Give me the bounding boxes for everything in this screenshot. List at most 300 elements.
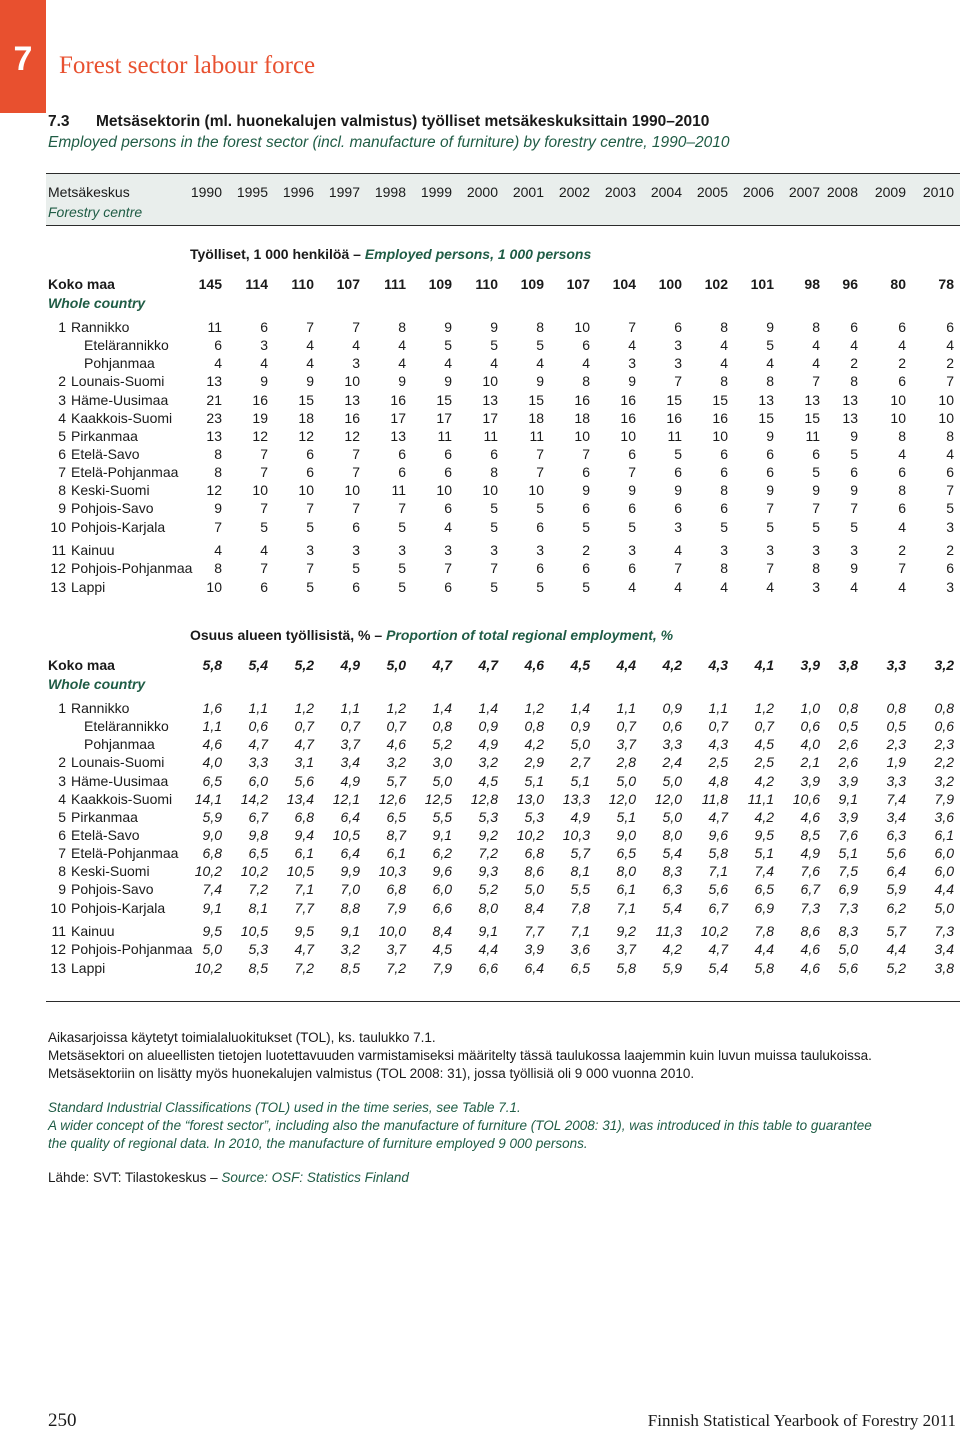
table-cell: 2: [946, 542, 954, 558]
table-cell: 9,1: [838, 791, 858, 807]
row-label-en: Whole country: [48, 295, 146, 311]
table-cell: 15: [666, 392, 682, 408]
table-cell: 7,1: [708, 863, 728, 879]
table-cell: 6: [582, 337, 590, 353]
table-cell: 17: [390, 410, 406, 426]
table-cell: 0,8: [524, 718, 544, 734]
table-cell: 10: [298, 482, 314, 498]
table-cell: 4,7: [294, 736, 314, 752]
table-cell: 9,9: [340, 863, 360, 879]
table-cell: 4,6: [800, 941, 820, 957]
table-cell: 7: [536, 464, 544, 480]
table-cell: 6,5: [386, 809, 406, 825]
chapter-number: 7: [13, 40, 33, 78]
row-label-text: Lounais-Suomi: [71, 373, 165, 389]
table-cell: 7,8: [754, 923, 774, 939]
table-cell: 6: [766, 446, 774, 462]
table-cell: 4,6: [800, 960, 820, 976]
table-cell: 8,6: [800, 923, 820, 939]
table-cell: 5,1: [838, 845, 858, 861]
table-cell: 6,4: [886, 863, 906, 879]
table-cell: 5: [766, 519, 774, 535]
table-cell: 5,1: [524, 773, 544, 789]
table-cell: 5: [306, 579, 314, 595]
table-cell: 7,9: [432, 960, 452, 976]
row-label: [48, 827, 139, 843]
table-cell: 7,4: [886, 791, 906, 807]
table-cell: 3: [628, 355, 636, 371]
table-cell: 4,4: [934, 881, 954, 897]
row-label: [48, 791, 172, 807]
table-cell: 5,4: [662, 845, 682, 861]
row-label: [48, 863, 150, 879]
table-cell: 9: [850, 482, 858, 498]
table-cell: 4,9: [570, 809, 590, 825]
table-cell: 3,2: [478, 754, 498, 770]
table-cell: 7,4: [202, 881, 222, 897]
table-cell: 7: [628, 464, 636, 480]
row-label-text: Häme-Uusimaa: [71, 773, 169, 789]
section-title-fi: Työlliset, 1 000 henkilöä –: [190, 246, 361, 262]
table-cell: 6: [444, 579, 452, 595]
table-cell: 7: [306, 500, 314, 516]
row-index: 6: [58, 827, 66, 843]
table-cell: 10: [890, 410, 906, 426]
table-cell: 3,8: [838, 657, 858, 673]
row-index: 11: [51, 542, 66, 558]
table-cell: 7: [352, 446, 360, 462]
year-header-cell: 1995: [236, 184, 268, 200]
table-cell: 4: [898, 579, 906, 595]
table-cell: 10: [482, 373, 498, 389]
table-cell: 4: [582, 355, 590, 371]
table-cell: 0,8: [934, 700, 954, 716]
table-cell: 5: [766, 337, 774, 353]
table-cell: 8,7: [386, 827, 406, 843]
table-cell: 6: [720, 446, 728, 462]
table-cell: 2,5: [708, 754, 728, 770]
table-cell: 110: [291, 276, 314, 292]
table-cell: 5: [536, 579, 544, 595]
table-cell: 11: [805, 428, 820, 444]
table-cell: 7: [260, 500, 268, 516]
table-cell: 9: [444, 373, 452, 389]
note-fi-2: Metsäsektori on alueellisten tietojen luotettavuuden varmistamiseksi määritelty tässä taulukossa laajemmin kuin luvun muissa taulukoissa.: [48, 1048, 872, 1063]
table-cell: 4: [398, 355, 406, 371]
table-cell: 6,5: [248, 845, 268, 861]
table-cell: 7: [812, 373, 820, 389]
table-cell: 2,5: [754, 754, 774, 770]
table-cell: 12: [298, 428, 314, 444]
table-cell: 3: [946, 519, 954, 535]
table-cell: 3: [628, 542, 636, 558]
table-cell: 7: [674, 373, 682, 389]
row-label: [84, 718, 169, 734]
table-cell: 10: [528, 482, 544, 498]
table-cell: 4: [306, 337, 314, 353]
table-cell: 3: [850, 542, 858, 558]
table-cell: 7,2: [386, 960, 406, 976]
table-cell: 8,4: [524, 900, 544, 916]
table-cell: 10: [938, 410, 954, 426]
row-label-text: Keski-Suomi: [71, 863, 150, 879]
publication-title: Finnish Statistical Yearbook of Forestry 2011: [647, 1411, 956, 1430]
table-cell: 4: [214, 542, 222, 558]
table-cell: 12,0: [608, 791, 636, 807]
table-cell: 6: [582, 560, 590, 576]
table-cell: 5: [850, 446, 858, 462]
table-cell: 6: [946, 560, 954, 576]
table-cell: 7: [260, 446, 268, 462]
table-cell: 6: [674, 319, 682, 335]
table-cell: 8: [946, 428, 954, 444]
table-cell: 5,6: [886, 845, 906, 861]
table-cell: 5: [582, 579, 590, 595]
table-cell: 8,0: [478, 900, 498, 916]
table-cell: 5,4: [248, 657, 268, 673]
table-cell: 6: [306, 464, 314, 480]
table-cell: 11: [483, 428, 498, 444]
row-label-text: Pohjois-Pohjanmaa: [71, 941, 193, 957]
table-cell: 15: [758, 410, 774, 426]
table-cell: 4: [536, 355, 544, 371]
table-cell: 5,8: [616, 960, 636, 976]
row-index: 1: [58, 319, 66, 335]
table-cell: 8: [536, 319, 544, 335]
year-header-cell: 2002: [558, 184, 590, 200]
table-cell: 3,9: [838, 773, 858, 789]
table-cell: 4,6: [386, 736, 406, 752]
table-cell: 10,5: [286, 863, 314, 879]
table-cell: 3: [260, 337, 268, 353]
table-cell: 6,5: [570, 960, 590, 976]
row-label: [48, 960, 105, 976]
table-cell: 3,9: [524, 941, 544, 957]
table-cell: 6: [352, 579, 360, 595]
table-cell: 1,1: [202, 718, 222, 734]
row-label-text: Pohjois-Karjala: [71, 519, 166, 535]
year-header-cell: 2009: [874, 184, 906, 200]
table-cell: 7: [398, 500, 406, 516]
note-fi-3: Metsäsektoriin on lisätty myös huonekalujen valmistus (TOL 2008: 31), jossa työllisiä oli 9 000 vuonna 2010.: [48, 1066, 695, 1081]
table-cell: 3,4: [934, 941, 954, 957]
table-cell: 4,7: [432, 657, 452, 673]
table-cell: 10,3: [562, 827, 590, 843]
table-cell: 7: [306, 319, 314, 335]
table-cell: 9: [306, 373, 314, 389]
table-cell: 6: [628, 446, 636, 462]
table-cell: 3,6: [934, 809, 954, 825]
table-cell: 4,7: [478, 657, 498, 673]
table-cell: 9: [214, 500, 222, 516]
table-cell: 5,4: [708, 960, 728, 976]
table-cell: 4: [766, 355, 774, 371]
table-cell: 8: [812, 560, 820, 576]
table-cell: 7,9: [934, 791, 954, 807]
table-cell: 15: [804, 410, 820, 426]
row-index: 2: [58, 754, 66, 770]
table-cell: 4,7: [708, 941, 728, 957]
table-cell: 101: [750, 276, 774, 292]
table-cell: 10: [344, 373, 360, 389]
table-cell: 8,8: [340, 900, 360, 916]
table-cell: 5,7: [886, 923, 906, 939]
table-cell: 7: [766, 560, 774, 576]
row-label-text: Häme-Uusimaa: [71, 392, 169, 408]
table-cell: 9: [260, 373, 268, 389]
table-cell: 3: [946, 579, 954, 595]
table-cell: 12: [206, 482, 222, 498]
section-title: [190, 246, 591, 262]
table-cell: 145: [198, 276, 222, 292]
table-cell: 16: [574, 392, 590, 408]
table-cell: 7,2: [294, 960, 314, 976]
row-label: [48, 276, 115, 292]
table-number: 7.3: [48, 113, 70, 130]
table-cell: 3,2: [934, 773, 954, 789]
table-cell: 7,2: [248, 881, 268, 897]
table-cell: 96: [842, 276, 858, 292]
row-label: [48, 542, 115, 558]
table-cell: 4,6: [800, 809, 820, 825]
table-cell: 5,0: [570, 736, 590, 752]
table-cell: 4,5: [570, 657, 590, 673]
table-cell: 3: [352, 542, 360, 558]
table-cell: 5,0: [524, 881, 544, 897]
table-cell: 6: [536, 519, 544, 535]
row-index: 3: [58, 392, 66, 408]
table-cell: 4,5: [754, 736, 774, 752]
table-cell: 13: [842, 392, 858, 408]
table-cell: 109: [520, 276, 544, 292]
row-index: 8: [58, 863, 66, 879]
table-cell: 5: [490, 519, 498, 535]
table-cell: 3,9: [838, 809, 858, 825]
table-cell: 4: [898, 446, 906, 462]
table-cell: 104: [612, 276, 636, 292]
row-index: 4: [58, 791, 66, 807]
table-cell: 9,0: [202, 827, 222, 843]
row-label-text: Pohjois-Pohjanmaa: [71, 560, 193, 576]
table-cell: 5: [812, 519, 820, 535]
table-cell: 11,8: [701, 791, 728, 807]
table-cell: 6: [766, 464, 774, 480]
row-label-text: Etelä-Savo: [71, 446, 140, 462]
table-cell: 6,0: [432, 881, 452, 897]
table-cell: 9: [536, 373, 544, 389]
table-cell: 6: [898, 319, 906, 335]
row-index: 4: [58, 410, 66, 426]
table-cell: 4: [214, 355, 222, 371]
table-cell: 6,5: [202, 773, 222, 789]
table-cell: 3,7: [386, 941, 406, 957]
year-header-cell: 1999: [420, 184, 452, 200]
year-header-cell: 2006: [742, 184, 774, 200]
row-label: [48, 809, 138, 825]
table-cell: 3: [674, 355, 682, 371]
row-label: [48, 428, 138, 444]
table-cell: 5,5: [570, 881, 590, 897]
table-cell: 16: [252, 392, 268, 408]
table-cell: 5,3: [524, 809, 544, 825]
row-index: 5: [58, 428, 66, 444]
table-cell: 102: [704, 276, 728, 292]
row-index: 3: [58, 773, 66, 789]
row-label: [48, 900, 165, 916]
table-cell: 8: [214, 464, 222, 480]
table-cell: 7: [628, 319, 636, 335]
source-line: [48, 1170, 409, 1185]
table-cell: 9: [674, 482, 682, 498]
table-title-en: Employed persons in the forest sector (incl. manufacture of furniture) by forestry centre, 1990–2010: [48, 134, 730, 151]
row-label-text: Kainuu: [71, 923, 115, 939]
table-cell: 12,8: [470, 791, 498, 807]
table-cell: 10: [620, 428, 636, 444]
table-cell: 4,2: [754, 773, 774, 789]
table-cell: 6,6: [478, 960, 498, 976]
table-cell: 5,7: [570, 845, 590, 861]
table-cell: 3,3: [662, 736, 682, 752]
row-index: 10: [50, 519, 66, 535]
table-cell: 2: [898, 355, 906, 371]
table-cell: 3,2: [386, 754, 406, 770]
table-cell: 5: [398, 519, 406, 535]
row-label: [48, 464, 178, 480]
table-cell: 4,7: [248, 736, 268, 752]
table-cell: 14,1: [194, 791, 222, 807]
table-cell: 6: [444, 464, 452, 480]
table-cell: 2,9: [524, 754, 544, 770]
table-cell: 11: [529, 428, 544, 444]
table-cell: 4,6: [202, 736, 222, 752]
table-cell: 13,0: [516, 791, 544, 807]
table-cell: 9,5: [202, 923, 222, 939]
row-label: [48, 482, 150, 498]
table-cell: 4: [946, 337, 954, 353]
row-label: [48, 410, 172, 426]
table-cell: 8,6: [524, 863, 544, 879]
note-en-3: the quality of regional data. In 2010, the manufacture of furniture employed 9 000 persons.: [48, 1136, 588, 1151]
table-cell: 4,1: [754, 657, 774, 673]
note-en-1: Standard Industrial Classifications (TOL) used in the time series, see Table 7.1.: [48, 1100, 521, 1115]
table-cell: 5: [490, 579, 498, 595]
note-en-2: A wider concept of the “forest sector”, including also the manufacture of furniture (TOL 2008: 31), was introduced in this table to guarantee: [48, 1118, 872, 1133]
table-cell: 3,4: [340, 754, 360, 770]
table-cell: 8: [898, 482, 906, 498]
table-cell: 6,2: [886, 900, 906, 916]
row-label: [48, 519, 165, 535]
table-cell: 1,4: [570, 700, 590, 716]
table-cell: 6: [812, 446, 820, 462]
table-cell: 12,5: [424, 791, 452, 807]
table-cell: 6,4: [340, 845, 360, 861]
table-cell: 6,7: [800, 881, 820, 897]
table-cell: 0,7: [708, 718, 728, 734]
table-cell: 110: [475, 276, 498, 292]
table-cell: 10: [344, 482, 360, 498]
table-cell: 7,3: [838, 900, 858, 916]
table-cell: 4: [260, 355, 268, 371]
table-cell: 5: [490, 500, 498, 516]
table-cell: 5,1: [754, 845, 774, 861]
table-cell: 7: [352, 319, 360, 335]
table-cell: 4,0: [202, 754, 222, 770]
table-cell: 4: [628, 579, 636, 595]
table-cell: 9: [398, 373, 406, 389]
table-cell: 5: [398, 579, 406, 595]
table-cell: 2,7: [570, 754, 590, 770]
row-index: 7: [58, 845, 66, 861]
table-cell: 3,9: [800, 773, 820, 789]
table-cell: 6: [444, 446, 452, 462]
row-label-en: Whole country: [48, 676, 146, 692]
table-cell: 4: [490, 355, 498, 371]
row-index: 10: [50, 900, 66, 916]
table-cell: 10: [938, 392, 954, 408]
row-index: 9: [58, 881, 66, 897]
row-label-text: Koko maa: [48, 276, 115, 292]
table-cell: 3: [306, 542, 314, 558]
table-cell: 5: [720, 519, 728, 535]
table-cell: 17: [482, 410, 498, 426]
table-cell: 7: [582, 446, 590, 462]
table-cell: 13: [390, 428, 406, 444]
table-cell: 4,5: [432, 941, 452, 957]
row-label-text: Lounais-Suomi: [71, 754, 165, 770]
table-cell: 0,6: [934, 718, 954, 734]
table-cell: 10,2: [194, 863, 222, 879]
table-cell: 13: [804, 392, 820, 408]
table-cell: 98: [804, 276, 820, 292]
table-cell: 3: [398, 542, 406, 558]
table-cell: 6,4: [524, 960, 544, 976]
table-cell: 18: [574, 410, 590, 426]
table-cell: 5,6: [838, 960, 858, 976]
table-cell: 4: [850, 579, 858, 595]
table-cell: 6,8: [386, 881, 406, 897]
table-cell: 6: [628, 500, 636, 516]
header-label-en: Forestry centre: [48, 204, 143, 220]
table-cell: 107: [566, 276, 590, 292]
table-cell: 80: [890, 276, 906, 292]
table-cell: 17: [436, 410, 452, 426]
table-cell: 9: [628, 373, 636, 389]
table-cell: 7: [352, 464, 360, 480]
table-cell: 4,2: [524, 736, 544, 752]
row-label-text: Rannikko: [71, 319, 130, 335]
table-cell: 10: [574, 319, 590, 335]
table-cell: 4: [260, 542, 268, 558]
table-cell: 1,1: [708, 700, 728, 716]
header-label-fi: Metsäkeskus: [48, 184, 130, 200]
table-cell: 6,7: [708, 900, 728, 916]
table-cell: 5: [628, 519, 636, 535]
table-cell: 0,6: [800, 718, 820, 734]
table-cell: 16: [620, 392, 636, 408]
row-label-text: Kaakkois-Suomi: [71, 410, 173, 426]
table-cell: 4: [444, 355, 452, 371]
table-cell: 18: [528, 410, 544, 426]
table-cell: 7: [946, 482, 954, 498]
table-cell: 7,7: [524, 923, 544, 939]
table-cell: 4,9: [340, 657, 360, 673]
table-cell: 7,9: [386, 900, 406, 916]
row-label: [48, 392, 168, 408]
table-cell: 4,7: [294, 941, 314, 957]
table-cell: 5,6: [294, 773, 314, 789]
row-index: 2: [58, 373, 66, 389]
table-cell: 6: [306, 446, 314, 462]
